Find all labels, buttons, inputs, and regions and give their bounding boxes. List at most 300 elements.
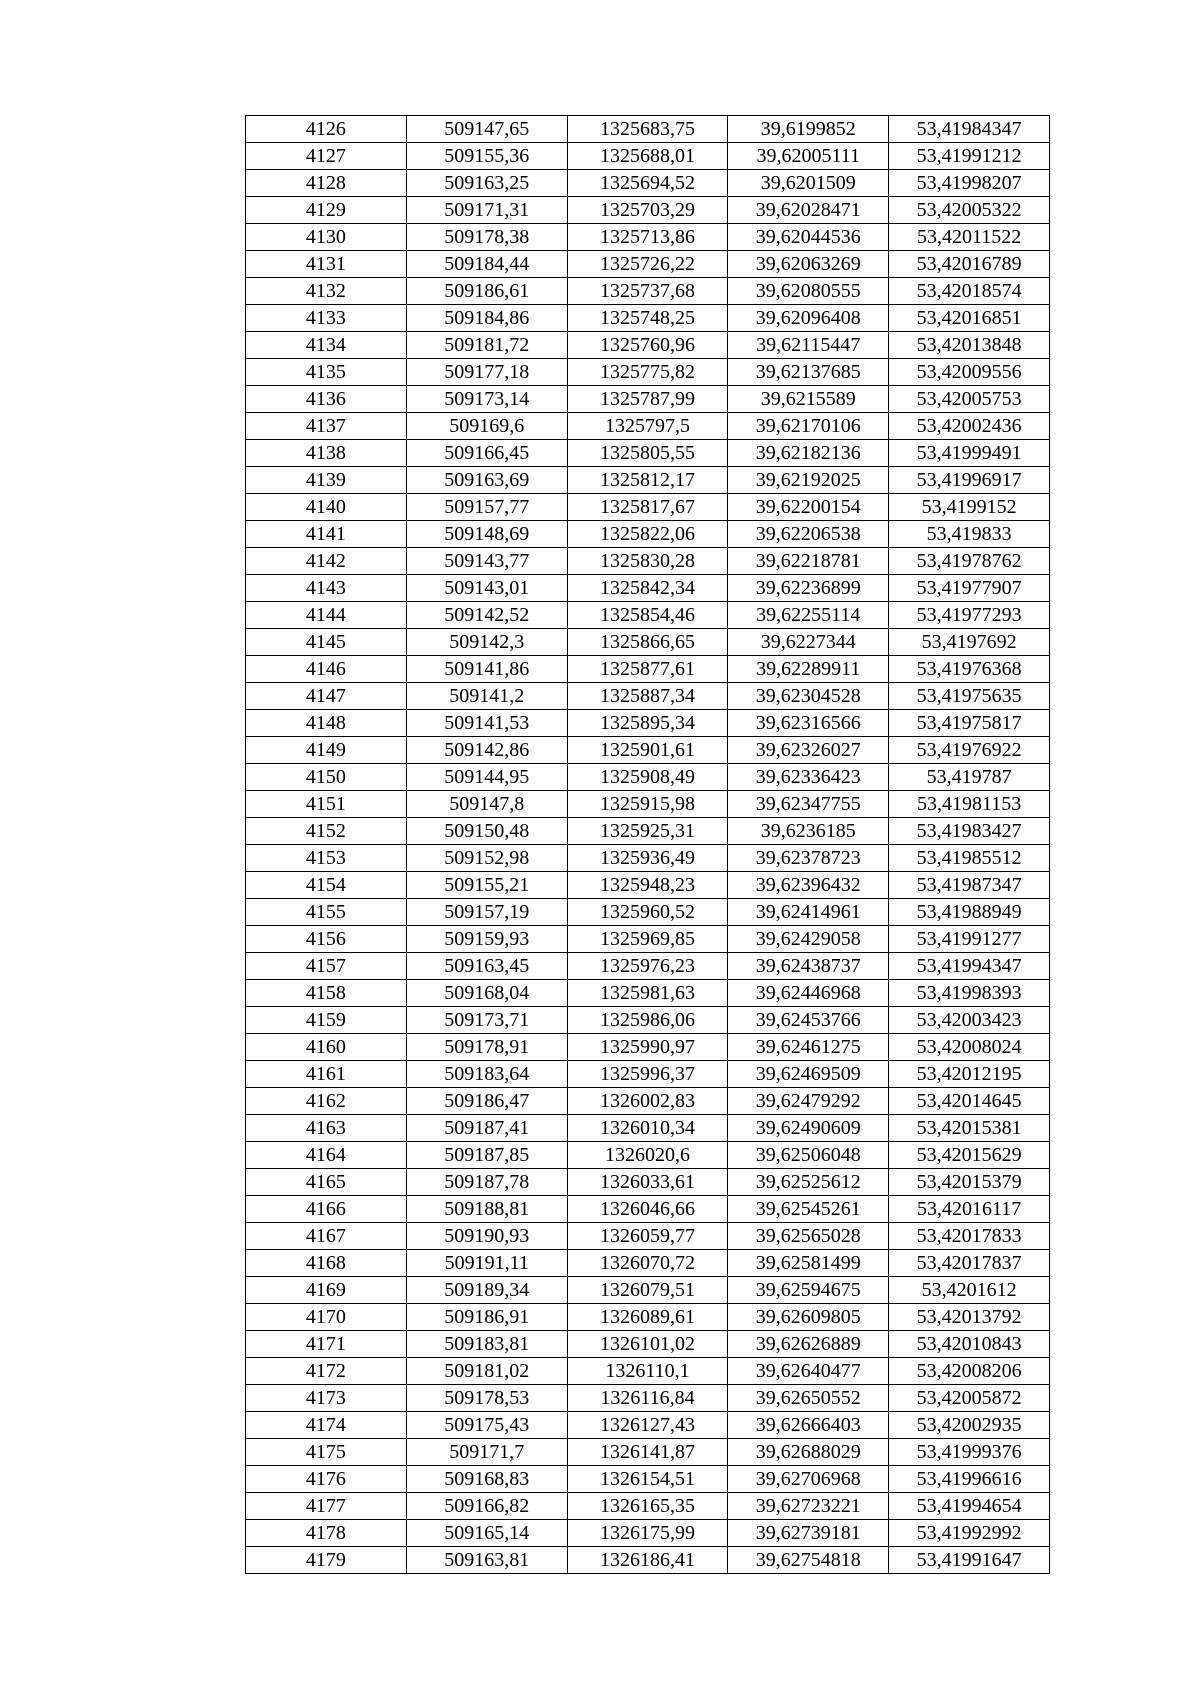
latitude-cell: 53,42016851 [889, 305, 1050, 332]
longitude-cell: 39,62115447 [728, 332, 889, 359]
y-coordinate-cell: 1325854,46 [567, 602, 728, 629]
y-coordinate-cell: 1325895,34 [567, 710, 728, 737]
table-row [246, 1493, 1050, 1520]
latitude-cell: 53,41985512 [889, 845, 1050, 872]
latitude-cell: 53,42017837 [889, 1250, 1050, 1277]
point-number-cell: 4149 [246, 737, 407, 764]
longitude-cell: 39,62096408 [728, 305, 889, 332]
latitude-cell: 53,41998393 [889, 980, 1050, 1007]
longitude-cell: 39,62506048 [728, 1142, 889, 1169]
table-row [246, 899, 1050, 926]
table-row [246, 656, 1050, 683]
table-row [246, 1007, 1050, 1034]
y-coordinate-cell: 1326110,1 [567, 1358, 728, 1385]
y-coordinate-cell: 1325726,22 [567, 251, 728, 278]
y-coordinate-cell: 1325748,25 [567, 305, 728, 332]
longitude-cell: 39,62626889 [728, 1331, 889, 1358]
table-row [246, 521, 1050, 548]
table-row [246, 170, 1050, 197]
y-coordinate-cell: 1325901,61 [567, 737, 728, 764]
x-coordinate-cell: 509187,41 [406, 1115, 567, 1142]
longitude-cell: 39,62063269 [728, 251, 889, 278]
point-number-cell: 4136 [246, 386, 407, 413]
latitude-cell: 53,41975635 [889, 683, 1050, 710]
y-coordinate-cell: 1325812,17 [567, 467, 728, 494]
point-number-cell: 4148 [246, 710, 407, 737]
longitude-cell: 39,62453766 [728, 1007, 889, 1034]
y-coordinate-cell: 1325969,85 [567, 926, 728, 953]
x-coordinate-cell: 509142,86 [406, 737, 567, 764]
table-row [246, 872, 1050, 899]
y-coordinate-cell: 1326165,35 [567, 1493, 728, 1520]
point-number-cell: 4135 [246, 359, 407, 386]
latitude-cell: 53,4199152 [889, 494, 1050, 521]
longitude-cell: 39,62218781 [728, 548, 889, 575]
table-row [246, 1142, 1050, 1169]
point-number-cell: 4133 [246, 305, 407, 332]
point-number-cell: 4175 [246, 1439, 407, 1466]
table-row [246, 1331, 1050, 1358]
x-coordinate-cell: 509141,86 [406, 656, 567, 683]
latitude-cell: 53,42015629 [889, 1142, 1050, 1169]
longitude-cell: 39,62028471 [728, 197, 889, 224]
coordinates-table [245, 115, 1050, 1574]
latitude-cell: 53,41992992 [889, 1520, 1050, 1547]
longitude-cell: 39,62236899 [728, 575, 889, 602]
longitude-cell: 39,62461275 [728, 1034, 889, 1061]
longitude-cell: 39,62289911 [728, 656, 889, 683]
point-number-cell: 4176 [246, 1466, 407, 1493]
x-coordinate-cell: 509169,6 [406, 413, 567, 440]
y-coordinate-cell: 1326070,72 [567, 1250, 728, 1277]
latitude-cell: 53,42014645 [889, 1088, 1050, 1115]
point-number-cell: 4145 [246, 629, 407, 656]
point-number-cell: 4167 [246, 1223, 407, 1250]
table-row [246, 575, 1050, 602]
point-number-cell: 4156 [246, 926, 407, 953]
longitude-cell: 39,6201509 [728, 170, 889, 197]
longitude-cell: 39,62469509 [728, 1061, 889, 1088]
longitude-cell: 39,62304528 [728, 683, 889, 710]
x-coordinate-cell: 509186,47 [406, 1088, 567, 1115]
y-coordinate-cell: 1325817,67 [567, 494, 728, 521]
x-coordinate-cell: 509190,93 [406, 1223, 567, 1250]
table-row [246, 359, 1050, 386]
longitude-cell: 39,62666403 [728, 1412, 889, 1439]
point-number-cell: 4164 [246, 1142, 407, 1169]
y-coordinate-cell: 1326002,83 [567, 1088, 728, 1115]
point-number-cell: 4162 [246, 1088, 407, 1115]
longitude-cell: 39,62378723 [728, 845, 889, 872]
y-coordinate-cell: 1325915,98 [567, 791, 728, 818]
y-coordinate-cell: 1325830,28 [567, 548, 728, 575]
longitude-cell: 39,62200154 [728, 494, 889, 521]
longitude-cell: 39,62706968 [728, 1466, 889, 1493]
x-coordinate-cell: 509147,65 [406, 116, 567, 143]
table-row [246, 1520, 1050, 1547]
table-row [246, 1223, 1050, 1250]
y-coordinate-cell: 1325990,97 [567, 1034, 728, 1061]
latitude-cell: 53,42002935 [889, 1412, 1050, 1439]
x-coordinate-cell: 509147,8 [406, 791, 567, 818]
table-row [246, 737, 1050, 764]
longitude-cell: 39,62005111 [728, 143, 889, 170]
x-coordinate-cell: 509152,98 [406, 845, 567, 872]
latitude-cell: 53,41978762 [889, 548, 1050, 575]
point-number-cell: 4154 [246, 872, 407, 899]
point-number-cell: 4131 [246, 251, 407, 278]
latitude-cell: 53,42010843 [889, 1331, 1050, 1358]
latitude-cell: 53,41977907 [889, 575, 1050, 602]
longitude-cell: 39,62347755 [728, 791, 889, 818]
longitude-cell: 39,62429058 [728, 926, 889, 953]
y-coordinate-cell: 1325948,23 [567, 872, 728, 899]
latitude-cell: 53,42008206 [889, 1358, 1050, 1385]
point-number-cell: 4127 [246, 143, 407, 170]
latitude-cell: 53,41987347 [889, 872, 1050, 899]
x-coordinate-cell: 509142,3 [406, 629, 567, 656]
longitude-cell: 39,62396432 [728, 872, 889, 899]
x-coordinate-cell: 509184,44 [406, 251, 567, 278]
x-coordinate-cell: 509183,81 [406, 1331, 567, 1358]
table-row [246, 1439, 1050, 1466]
table-row [246, 278, 1050, 305]
longitude-cell: 39,62688029 [728, 1439, 889, 1466]
longitude-cell: 39,62723221 [728, 1493, 889, 1520]
latitude-cell: 53,41999491 [889, 440, 1050, 467]
x-coordinate-cell: 509157,77 [406, 494, 567, 521]
table-row [246, 764, 1050, 791]
coordinates-table-body [246, 116, 1050, 1574]
longitude-cell: 39,62080555 [728, 278, 889, 305]
table-row [246, 1115, 1050, 1142]
x-coordinate-cell: 509155,36 [406, 143, 567, 170]
latitude-cell: 53,41975817 [889, 710, 1050, 737]
point-number-cell: 4138 [246, 440, 407, 467]
latitude-cell: 53,41981153 [889, 791, 1050, 818]
table-row [246, 386, 1050, 413]
x-coordinate-cell: 509143,77 [406, 548, 567, 575]
longitude-cell: 39,62414961 [728, 899, 889, 926]
y-coordinate-cell: 1325703,29 [567, 197, 728, 224]
y-coordinate-cell: 1325996,37 [567, 1061, 728, 1088]
y-coordinate-cell: 1325688,01 [567, 143, 728, 170]
table-row [246, 1196, 1050, 1223]
y-coordinate-cell: 1325960,52 [567, 899, 728, 926]
table-row [246, 791, 1050, 818]
latitude-cell: 53,42005753 [889, 386, 1050, 413]
x-coordinate-cell: 509178,91 [406, 1034, 567, 1061]
table-row [246, 1358, 1050, 1385]
point-number-cell: 4160 [246, 1034, 407, 1061]
x-coordinate-cell: 509186,61 [406, 278, 567, 305]
longitude-cell: 39,62650552 [728, 1385, 889, 1412]
table-row [246, 467, 1050, 494]
longitude-cell: 39,62565028 [728, 1223, 889, 1250]
point-number-cell: 4150 [246, 764, 407, 791]
latitude-cell: 53,41976922 [889, 737, 1050, 764]
y-coordinate-cell: 1326154,51 [567, 1466, 728, 1493]
point-number-cell: 4168 [246, 1250, 407, 1277]
table-row [246, 845, 1050, 872]
latitude-cell: 53,41991647 [889, 1547, 1050, 1574]
x-coordinate-cell: 509150,48 [406, 818, 567, 845]
y-coordinate-cell: 1326059,77 [567, 1223, 728, 1250]
point-number-cell: 4130 [246, 224, 407, 251]
y-coordinate-cell: 1326033,61 [567, 1169, 728, 1196]
latitude-cell: 53,42009556 [889, 359, 1050, 386]
x-coordinate-cell: 509159,93 [406, 926, 567, 953]
latitude-cell: 53,419833 [889, 521, 1050, 548]
latitude-cell: 53,41996616 [889, 1466, 1050, 1493]
latitude-cell: 53,41991277 [889, 926, 1050, 953]
table-row [246, 251, 1050, 278]
longitude-cell: 39,62446968 [728, 980, 889, 1007]
y-coordinate-cell: 1326079,51 [567, 1277, 728, 1304]
table-row [246, 710, 1050, 737]
longitude-cell: 39,6227344 [728, 629, 889, 656]
longitude-cell: 39,62326027 [728, 737, 889, 764]
latitude-cell: 53,42002436 [889, 413, 1050, 440]
y-coordinate-cell: 1325887,34 [567, 683, 728, 710]
table-row [246, 143, 1050, 170]
latitude-cell: 53,42003423 [889, 1007, 1050, 1034]
point-number-cell: 4140 [246, 494, 407, 521]
x-coordinate-cell: 509148,69 [406, 521, 567, 548]
y-coordinate-cell: 1325981,63 [567, 980, 728, 1007]
y-coordinate-cell: 1325936,49 [567, 845, 728, 872]
y-coordinate-cell: 1326101,02 [567, 1331, 728, 1358]
point-number-cell: 4161 [246, 1061, 407, 1088]
y-coordinate-cell: 1325842,34 [567, 575, 728, 602]
x-coordinate-cell: 509142,52 [406, 602, 567, 629]
longitude-cell: 39,62170106 [728, 413, 889, 440]
latitude-cell: 53,42018574 [889, 278, 1050, 305]
table-row [246, 629, 1050, 656]
latitude-cell: 53,41983427 [889, 818, 1050, 845]
y-coordinate-cell: 1326046,66 [567, 1196, 728, 1223]
point-number-cell: 4151 [246, 791, 407, 818]
latitude-cell: 53,42015381 [889, 1115, 1050, 1142]
point-number-cell: 4147 [246, 683, 407, 710]
table-row [246, 224, 1050, 251]
point-number-cell: 4132 [246, 278, 407, 305]
table-row [246, 413, 1050, 440]
table-row [246, 926, 1050, 953]
table-row [246, 116, 1050, 143]
latitude-cell: 53,42016789 [889, 251, 1050, 278]
y-coordinate-cell: 1325683,75 [567, 116, 728, 143]
latitude-cell: 53,419787 [889, 764, 1050, 791]
point-number-cell: 4157 [246, 953, 407, 980]
table-row [246, 305, 1050, 332]
point-number-cell: 4146 [246, 656, 407, 683]
point-number-cell: 4165 [246, 1169, 407, 1196]
y-coordinate-cell: 1325877,61 [567, 656, 728, 683]
x-coordinate-cell: 509187,78 [406, 1169, 567, 1196]
y-coordinate-cell: 1326175,99 [567, 1520, 728, 1547]
x-coordinate-cell: 509166,45 [406, 440, 567, 467]
latitude-cell: 53,41994347 [889, 953, 1050, 980]
x-coordinate-cell: 509177,18 [406, 359, 567, 386]
table-row [246, 683, 1050, 710]
latitude-cell: 53,41999376 [889, 1439, 1050, 1466]
point-number-cell: 4174 [246, 1412, 407, 1439]
latitude-cell: 53,41998207 [889, 170, 1050, 197]
point-number-cell: 4169 [246, 1277, 407, 1304]
longitude-cell: 39,62739181 [728, 1520, 889, 1547]
latitude-cell: 53,41976368 [889, 656, 1050, 683]
latitude-cell: 53,42005322 [889, 197, 1050, 224]
x-coordinate-cell: 509173,14 [406, 386, 567, 413]
table-row [246, 1466, 1050, 1493]
x-coordinate-cell: 509173,71 [406, 1007, 567, 1034]
table-row [246, 1385, 1050, 1412]
longitude-cell: 39,62754818 [728, 1547, 889, 1574]
longitude-cell: 39,62479292 [728, 1088, 889, 1115]
point-number-cell: 4177 [246, 1493, 407, 1520]
latitude-cell: 53,41996917 [889, 467, 1050, 494]
latitude-cell: 53,41994654 [889, 1493, 1050, 1520]
x-coordinate-cell: 509168,83 [406, 1466, 567, 1493]
table-row [246, 1088, 1050, 1115]
point-number-cell: 4129 [246, 197, 407, 224]
longitude-cell: 39,62336423 [728, 764, 889, 791]
longitude-cell: 39,62545261 [728, 1196, 889, 1223]
table-row [246, 1547, 1050, 1574]
latitude-cell: 53,42005872 [889, 1385, 1050, 1412]
longitude-cell: 39,6215589 [728, 386, 889, 413]
x-coordinate-cell: 509155,21 [406, 872, 567, 899]
table-row [246, 332, 1050, 359]
table-row [246, 1304, 1050, 1331]
table-row [246, 818, 1050, 845]
table-row [246, 1277, 1050, 1304]
y-coordinate-cell: 1325787,99 [567, 386, 728, 413]
x-coordinate-cell: 509171,31 [406, 197, 567, 224]
x-coordinate-cell: 509191,11 [406, 1250, 567, 1277]
y-coordinate-cell: 1325805,55 [567, 440, 728, 467]
point-number-cell: 4158 [246, 980, 407, 1007]
table-row [246, 548, 1050, 575]
table-row [246, 1034, 1050, 1061]
point-number-cell: 4171 [246, 1331, 407, 1358]
point-number-cell: 4139 [246, 467, 407, 494]
table-row [246, 197, 1050, 224]
longitude-cell: 39,62438737 [728, 953, 889, 980]
x-coordinate-cell: 509163,45 [406, 953, 567, 980]
longitude-cell: 39,62316566 [728, 710, 889, 737]
point-number-cell: 4141 [246, 521, 407, 548]
x-coordinate-cell: 509165,14 [406, 1520, 567, 1547]
point-number-cell: 4134 [246, 332, 407, 359]
point-number-cell: 4170 [246, 1304, 407, 1331]
y-coordinate-cell: 1325760,96 [567, 332, 728, 359]
y-coordinate-cell: 1325908,49 [567, 764, 728, 791]
x-coordinate-cell: 509144,95 [406, 764, 567, 791]
x-coordinate-cell: 509187,85 [406, 1142, 567, 1169]
latitude-cell: 53,41988949 [889, 899, 1050, 926]
x-coordinate-cell: 509175,43 [406, 1412, 567, 1439]
point-number-cell: 4144 [246, 602, 407, 629]
y-coordinate-cell: 1325986,06 [567, 1007, 728, 1034]
point-number-cell: 4172 [246, 1358, 407, 1385]
x-coordinate-cell: 509178,38 [406, 224, 567, 251]
x-coordinate-cell: 509186,91 [406, 1304, 567, 1331]
latitude-cell: 53,42013792 [889, 1304, 1050, 1331]
x-coordinate-cell: 509183,64 [406, 1061, 567, 1088]
x-coordinate-cell: 509188,81 [406, 1196, 567, 1223]
y-coordinate-cell: 1326020,6 [567, 1142, 728, 1169]
longitude-cell: 39,62525612 [728, 1169, 889, 1196]
latitude-cell: 53,41991212 [889, 143, 1050, 170]
y-coordinate-cell: 1326089,61 [567, 1304, 728, 1331]
point-number-cell: 4166 [246, 1196, 407, 1223]
x-coordinate-cell: 509189,34 [406, 1277, 567, 1304]
x-coordinate-cell: 509163,25 [406, 170, 567, 197]
table-row [246, 440, 1050, 467]
x-coordinate-cell: 509181,72 [406, 332, 567, 359]
point-number-cell: 4155 [246, 899, 407, 926]
longitude-cell: 39,62609805 [728, 1304, 889, 1331]
point-number-cell: 4137 [246, 413, 407, 440]
point-number-cell: 4126 [246, 116, 407, 143]
x-coordinate-cell: 509166,82 [406, 1493, 567, 1520]
longitude-cell: 39,62581499 [728, 1250, 889, 1277]
y-coordinate-cell: 1325866,65 [567, 629, 728, 656]
point-number-cell: 4159 [246, 1007, 407, 1034]
x-coordinate-cell: 509184,86 [406, 305, 567, 332]
longitude-cell: 39,62490609 [728, 1115, 889, 1142]
y-coordinate-cell: 1325822,06 [567, 521, 728, 548]
x-coordinate-cell: 509141,2 [406, 683, 567, 710]
table-row [246, 1412, 1050, 1439]
y-coordinate-cell: 1325737,68 [567, 278, 728, 305]
y-coordinate-cell: 1325976,23 [567, 953, 728, 980]
x-coordinate-cell: 509157,19 [406, 899, 567, 926]
latitude-cell: 53,4201612 [889, 1277, 1050, 1304]
point-number-cell: 4142 [246, 548, 407, 575]
latitude-cell: 53,41984347 [889, 116, 1050, 143]
y-coordinate-cell: 1325713,86 [567, 224, 728, 251]
longitude-cell: 39,62182136 [728, 440, 889, 467]
y-coordinate-cell: 1325775,82 [567, 359, 728, 386]
table-row [246, 494, 1050, 521]
x-coordinate-cell: 509141,53 [406, 710, 567, 737]
latitude-cell: 53,42017833 [889, 1223, 1050, 1250]
y-coordinate-cell: 1326141,87 [567, 1439, 728, 1466]
table-row [246, 602, 1050, 629]
longitude-cell: 39,62137685 [728, 359, 889, 386]
table-row [246, 980, 1050, 1007]
point-number-cell: 4179 [246, 1547, 407, 1574]
x-coordinate-cell: 509181,02 [406, 1358, 567, 1385]
longitude-cell: 39,6199852 [728, 116, 889, 143]
point-number-cell: 4153 [246, 845, 407, 872]
point-number-cell: 4143 [246, 575, 407, 602]
y-coordinate-cell: 1326010,34 [567, 1115, 728, 1142]
table-row [246, 1250, 1050, 1277]
point-number-cell: 4128 [246, 170, 407, 197]
x-coordinate-cell: 509178,53 [406, 1385, 567, 1412]
latitude-cell: 53,42008024 [889, 1034, 1050, 1061]
latitude-cell: 53,42011522 [889, 224, 1050, 251]
y-coordinate-cell: 1326127,43 [567, 1412, 728, 1439]
table-row [246, 1169, 1050, 1196]
x-coordinate-cell: 509163,69 [406, 467, 567, 494]
longitude-cell: 39,6236185 [728, 818, 889, 845]
latitude-cell: 53,42012195 [889, 1061, 1050, 1088]
